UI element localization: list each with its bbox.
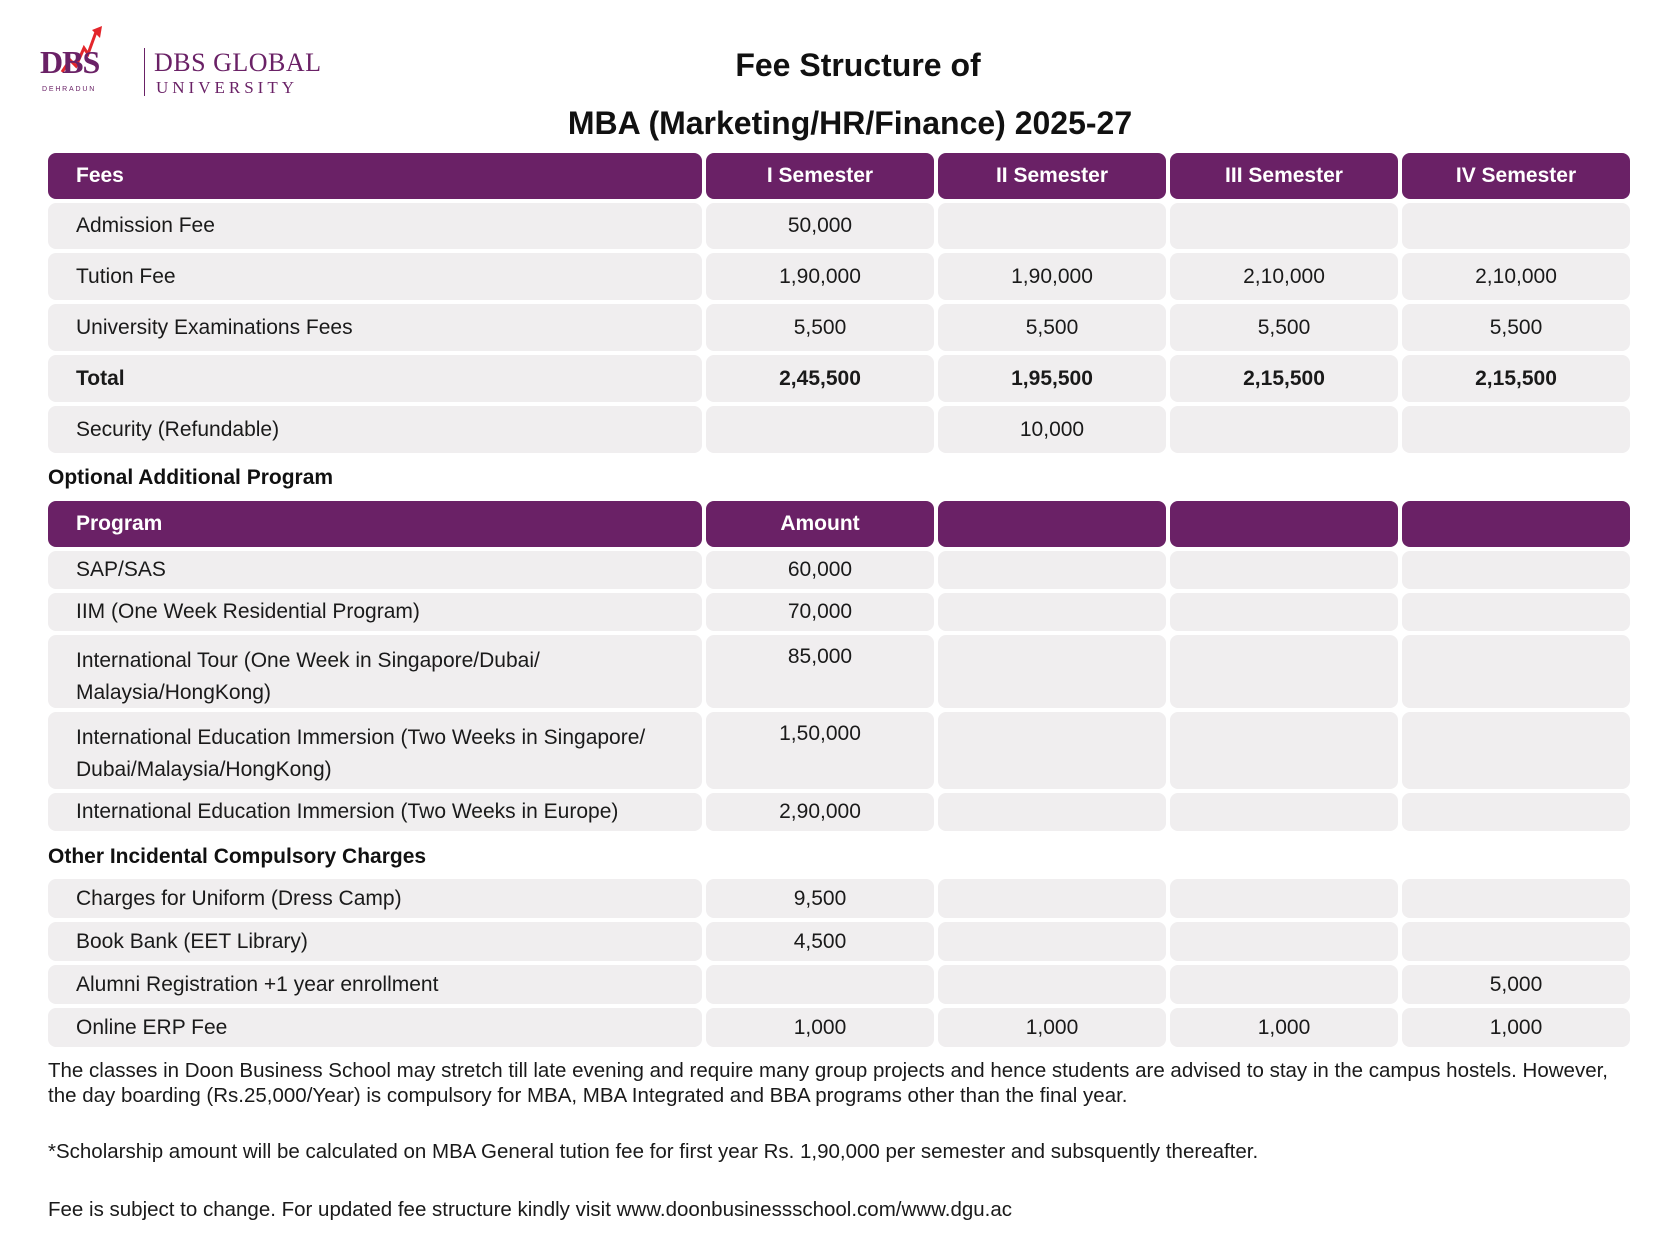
amount-cell — [938, 712, 1166, 789]
amount-cell: 10,000 — [938, 406, 1166, 453]
amount-cell — [938, 879, 1166, 918]
optional-table-header — [48, 501, 1630, 547]
table-row — [48, 793, 1630, 831]
amount-cell — [1402, 635, 1630, 708]
amount-cell — [938, 203, 1166, 249]
amount-cell: 2,10,000 — [1170, 253, 1398, 300]
table-row — [48, 253, 1630, 300]
amount-cell — [1170, 965, 1398, 1004]
amount-cell — [1170, 203, 1398, 249]
logo-brand-line1: DBS GLOBAL — [154, 48, 322, 77]
amount-cell: 2,10,000 — [1402, 253, 1630, 300]
fee-name-cell: Security (Refundable) — [48, 406, 702, 453]
amount-cell: 60,000 — [706, 551, 934, 589]
amount-cell: 5,500 — [938, 304, 1166, 351]
fees-table-header — [48, 153, 1630, 199]
amount-cell: 2,90,000 — [706, 793, 934, 831]
amount-cell: 85,000 — [706, 635, 934, 708]
amount-cell: 5,500 — [1170, 304, 1398, 351]
table-row — [48, 965, 1630, 1004]
amount-cell: 50,000 — [706, 203, 934, 249]
program-name-cell: SAP/SAS — [48, 551, 702, 589]
amount-cell — [1402, 551, 1630, 589]
optional-program-table — [48, 501, 1630, 835]
incidental-charges-table — [48, 879, 1630, 1051]
amount-cell: 1,90,000 — [938, 253, 1166, 300]
fee-name-cell: Total — [48, 355, 702, 402]
amount-cell — [1402, 203, 1630, 249]
amount-cell — [938, 551, 1166, 589]
program-name-text: International Education Immersion (Two Weeks in Singapore/ Dubai/Malaysia/HongKong) — [76, 726, 646, 781]
header-cell: Program — [48, 501, 702, 547]
title-line2: MBA (Marketing/HR/Finance) 2025-27 — [567, 105, 1133, 141]
optional-section-label: Optional Additional Program — [48, 466, 334, 489]
charge-name-cell: Book Bank (EET Library) — [48, 922, 702, 961]
amount-cell — [1170, 635, 1398, 708]
header-cell: II Semester — [938, 153, 1166, 199]
amount-cell: 1,000 — [1170, 1008, 1398, 1047]
header-cell: I Semester — [706, 153, 934, 199]
amount-cell — [1402, 922, 1630, 961]
fee-name-cell: Admission Fee — [48, 203, 702, 249]
amount-cell — [938, 922, 1166, 961]
fee-name-cell: Tution Fee — [48, 253, 702, 300]
header-cell — [1170, 501, 1398, 547]
amount-cell — [1170, 879, 1398, 918]
amount-cell — [938, 793, 1166, 831]
amount-cell: 1,90,000 — [706, 253, 934, 300]
table-row — [48, 1008, 1630, 1047]
amount-cell: 1,000 — [706, 1008, 934, 1047]
amount-cell: 70,000 — [706, 593, 934, 631]
fees-table — [48, 153, 1630, 457]
amount-cell — [1170, 793, 1398, 831]
header-cell — [938, 501, 1166, 547]
amount-cell — [1402, 406, 1630, 453]
table-row — [48, 551, 1630, 589]
amount-cell: 2,15,500 — [1402, 355, 1630, 402]
amount-cell — [1170, 922, 1398, 961]
amount-cell — [1170, 593, 1398, 631]
table-row — [48, 635, 1630, 708]
logo-sub: DEHRADUN — [42, 86, 97, 93]
program-name-cell — [48, 712, 702, 789]
program-name-cell: IIM (One Week Residential Program) — [48, 593, 702, 631]
fee-change-note: Fee is subject to change. For updated fee structure kindly visit www.doonbusinessschool.com/www.dgu.ac — [48, 1198, 1012, 1221]
amount-cell — [1170, 712, 1398, 789]
charge-name-cell: Online ERP Fee — [48, 1008, 702, 1047]
logo-mark: DBS — [40, 44, 100, 80]
table-row — [48, 922, 1630, 961]
amount-cell — [1170, 406, 1398, 453]
amount-cell: 9,500 — [706, 879, 934, 918]
table-row — [48, 593, 1630, 631]
title-line1: Fee Structure of — [735, 47, 981, 83]
amount-cell: 2,45,500 — [706, 355, 934, 402]
logo-brand-line2: UNIVERSITY — [156, 78, 298, 97]
table-row — [48, 203, 1630, 249]
amount-cell: 1,50,000 — [706, 712, 934, 789]
table-row — [48, 406, 1630, 453]
amount-cell: 1,95,500 — [938, 355, 1166, 402]
amount-cell: 4,500 — [706, 922, 934, 961]
program-name-cell: International Education Immersion (Two Weeks in Europe) — [48, 793, 702, 831]
amount-cell — [1402, 793, 1630, 831]
scholarship-note: *Scholarship amount will be calculated on MBA General tution fee for first year Rs. 1,90,000 per semester and subsquently thereafter. — [48, 1140, 1259, 1163]
amount-cell — [938, 593, 1166, 631]
total-row — [48, 355, 1630, 402]
page-title — [0, 36, 1656, 152]
header-cell — [1402, 501, 1630, 547]
amount-cell — [938, 635, 1166, 708]
incidental-section-label: Other Incidental Compulsory Charges — [48, 845, 427, 868]
charge-name-cell: Alumni Registration +1 year enrollment — [48, 965, 702, 1004]
header-cell: IV Semester — [1402, 153, 1630, 199]
fee-name-cell: University Examinations Fees — [48, 304, 702, 351]
amount-cell: 5,000 — [1402, 965, 1630, 1004]
amount-cell: 1,000 — [938, 1008, 1166, 1047]
amount-cell: 2,15,500 — [1170, 355, 1398, 402]
program-name-text: International Tour (One Week in Singapore/Dubai/ Malaysia/HongKong) — [76, 649, 540, 704]
amount-cell — [1402, 712, 1630, 789]
amount-cell — [706, 965, 934, 1004]
amount-cell — [1170, 551, 1398, 589]
amount-cell: 5,500 — [706, 304, 934, 351]
amount-cell — [706, 406, 934, 453]
table-row — [48, 879, 1630, 918]
header-cell: Amount — [706, 501, 934, 547]
table-row — [48, 712, 1630, 789]
table-row — [48, 304, 1630, 351]
amount-cell: 5,500 — [1402, 304, 1630, 351]
header-cell: III Semester — [1170, 153, 1398, 199]
amount-cell — [1402, 879, 1630, 918]
header-cell: Fees — [48, 153, 702, 199]
charge-name-cell: Charges for Uniform (Dress Camp) — [48, 879, 702, 918]
program-name-cell — [48, 635, 702, 708]
hostel-note: The classes in Doon Business School may stretch till late evening and require many group projects and hence students are advised to stay in the campus hostels. However, the day boarding (Rs.25,000/Year) is compulsory for MBA, MBA Integrated and BBA programs other than the final year. — [48, 1059, 1608, 1107]
amount-cell — [938, 965, 1166, 1004]
amount-cell — [1402, 593, 1630, 631]
amount-cell: 1,000 — [1402, 1008, 1630, 1047]
